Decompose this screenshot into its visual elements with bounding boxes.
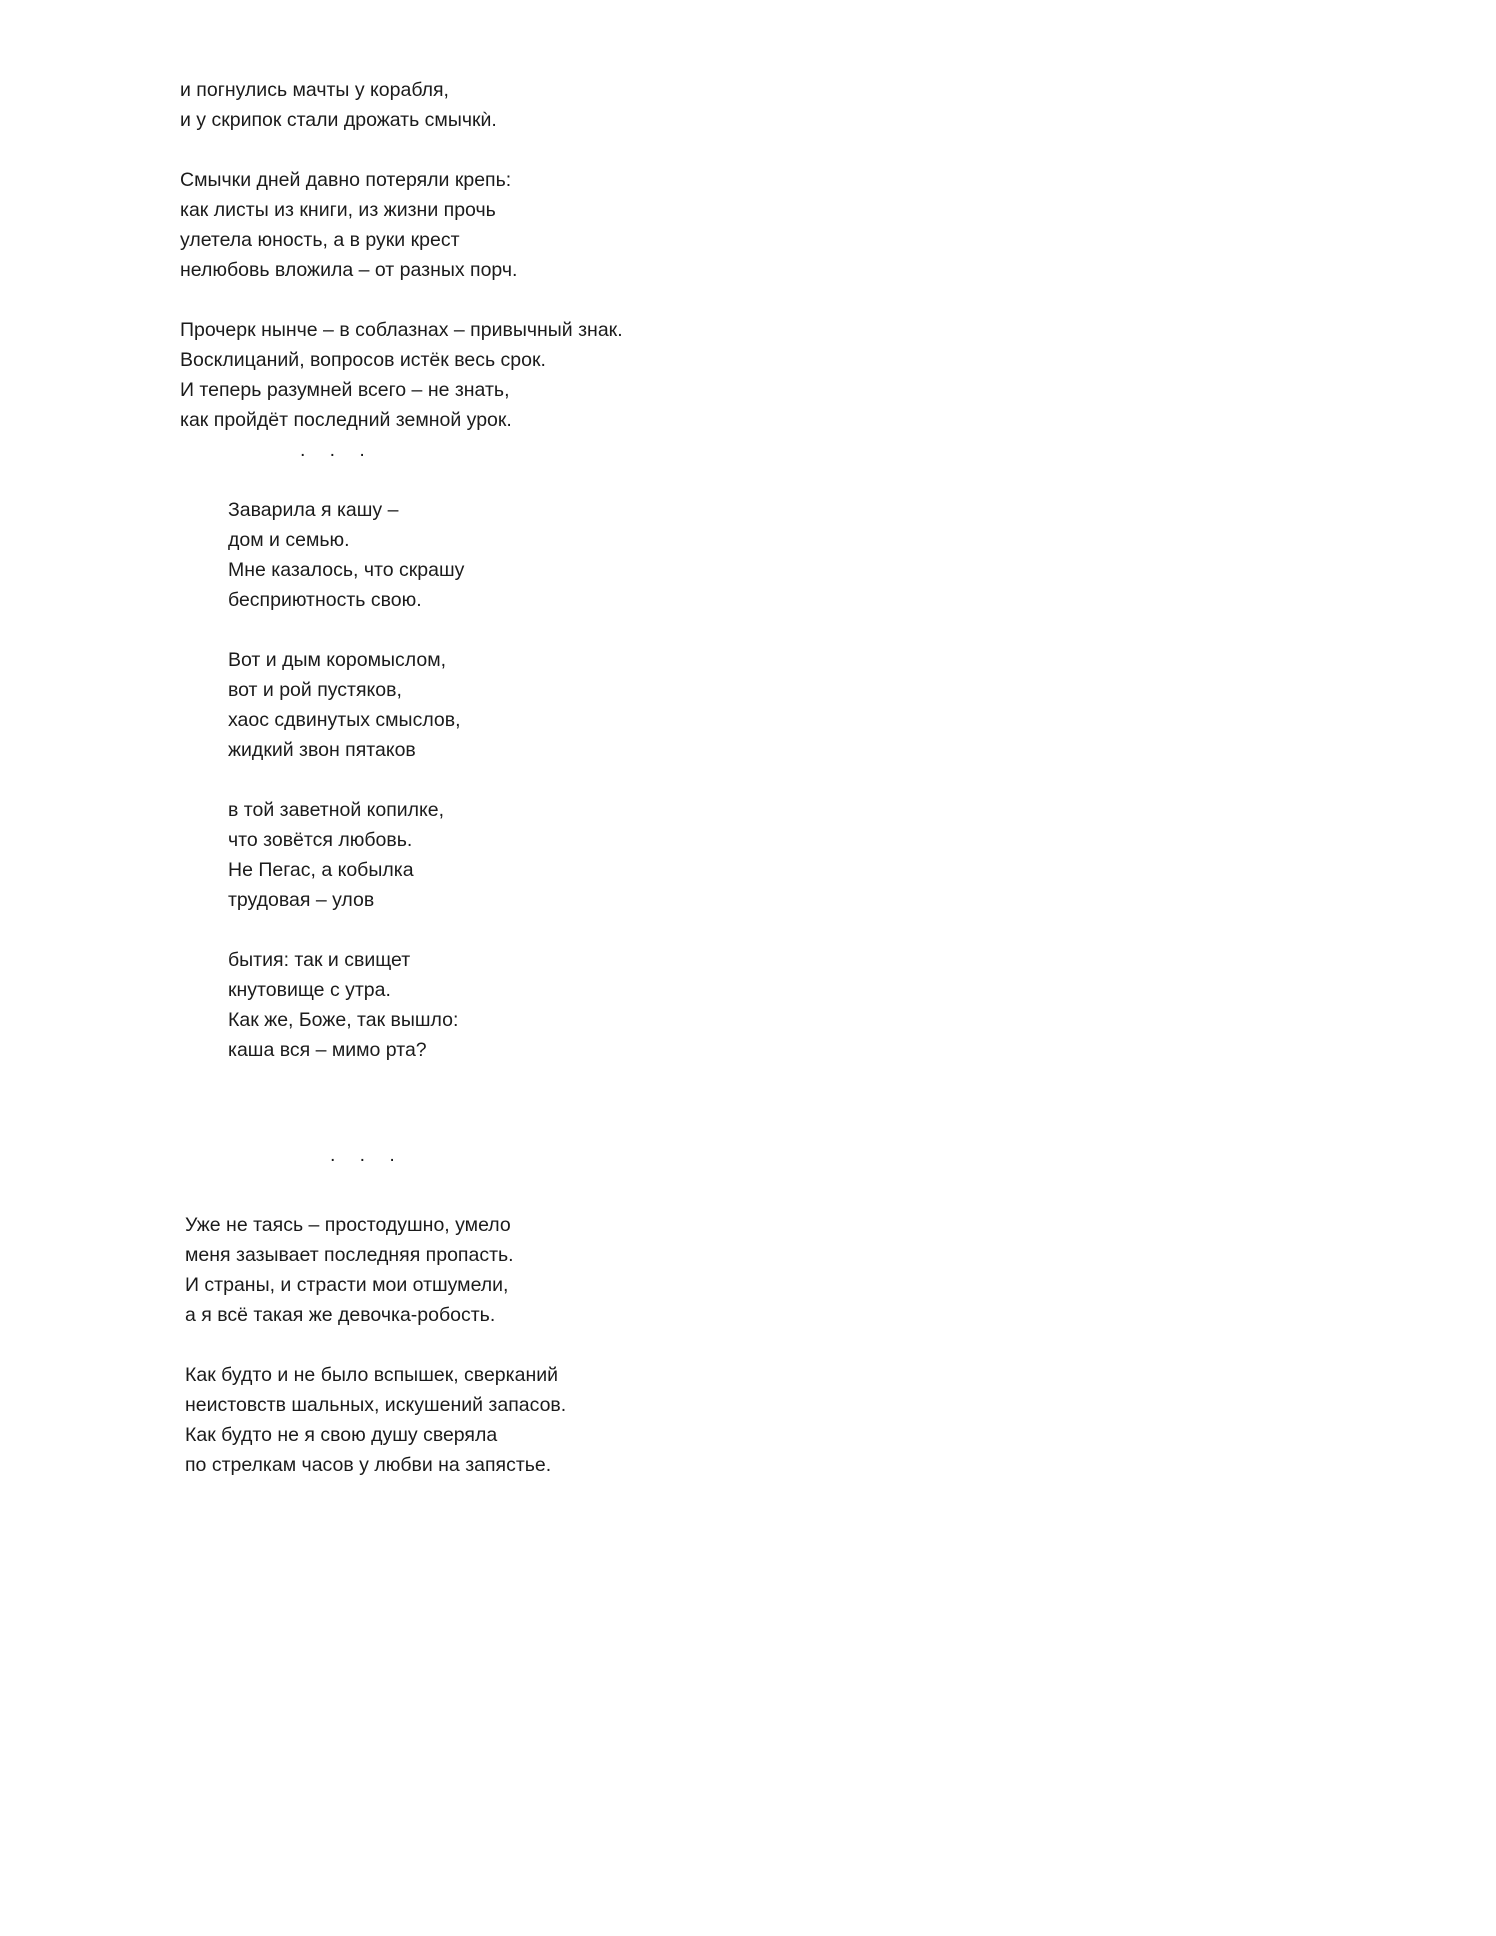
poem-line: И страны, и страсти мои отшумели, — [185, 1274, 509, 1296]
poem-line: улетела юность, а в руки крест — [180, 229, 460, 251]
poem-line: Вот и дым коромыслом, — [228, 649, 447, 671]
poem-line: и погнулись мачты у корабля, — [180, 79, 449, 101]
poem-line: вот и рой пустяков, — [228, 679, 402, 701]
poem-line: Уже не таясь – простодушно, умело — [185, 1214, 511, 1236]
stanza — [185, 1210, 1496, 1330]
poem-line: каша вся – мимо рта? — [228, 1039, 427, 1061]
stanza — [180, 315, 1496, 435]
poem-line: нелюбовь вложила – от разных порч. — [180, 259, 518, 281]
poem-line: что зовётся любовь. — [228, 829, 413, 851]
poem-line: трудовая – улов — [228, 889, 375, 911]
stanza — [228, 945, 1496, 1065]
poem-line: жидкий звон пятаков — [228, 739, 416, 761]
poem-line: Мне казалось, что скрашу — [228, 559, 465, 581]
poem-line: как пройдёт последний земной урок. — [180, 409, 512, 431]
stanza — [228, 645, 1496, 765]
stanza — [180, 75, 1496, 135]
poem-line: меня зазывает последняя пропасть. — [185, 1244, 514, 1266]
stanza-separator: . . . — [330, 1144, 397, 1166]
stanza — [228, 495, 1496, 615]
poem-line: И теперь разумней всего – не знать, — [180, 379, 510, 401]
poem-line: Восклицаний, вопросов истёк весь срок. — [180, 349, 546, 371]
poem-line: Как же, Боже, так вышло: — [228, 1009, 459, 1031]
poem-line: кнутовище с утра. — [228, 979, 391, 1001]
poem-line: Как будто и не было вспышек, сверканий — [185, 1364, 558, 1386]
poem-line: бесприютность свою. — [228, 589, 422, 611]
stanza — [228, 795, 1496, 915]
poem-line: неистовств шальных, искушений запасов. — [185, 1394, 567, 1416]
stanza-separator: . . . — [300, 439, 367, 461]
poem-line: как листы из книги, из жизни прочь — [180, 199, 496, 221]
poem-line: хаос сдвинутых смыслов, — [228, 709, 461, 731]
poem-line: Прочерк нынче – в соблазнах – привычный знак. — [180, 319, 623, 341]
poem-line: а я всё такая же девочка-робость. — [185, 1304, 496, 1326]
poem-line: Как будто не я свою душу сверяла — [185, 1424, 498, 1446]
stanza — [180, 165, 1496, 285]
poem — [180, 75, 1496, 435]
poem — [185, 1210, 1496, 1480]
poem-line: в той заветной копилке, — [228, 799, 445, 821]
poem-line: по стрелкам часов у любви на запястье. — [185, 1454, 552, 1476]
poem-line: Смычки дней давно потеряли крепь: — [180, 169, 512, 191]
poem-line: Заварила я кашу – — [228, 499, 399, 521]
poem-line: Не Пегас, а кобылка — [228, 859, 414, 881]
poem-line: бытия: так и свищет — [228, 949, 411, 971]
poem — [228, 495, 1496, 1065]
poem-content — [0, 75, 1496, 1480]
stanza — [185, 1360, 1496, 1480]
poem-line: дом и семью. — [228, 529, 350, 551]
poem-line: и у скрипок стали дрожать смычкѝ. — [180, 109, 497, 131]
